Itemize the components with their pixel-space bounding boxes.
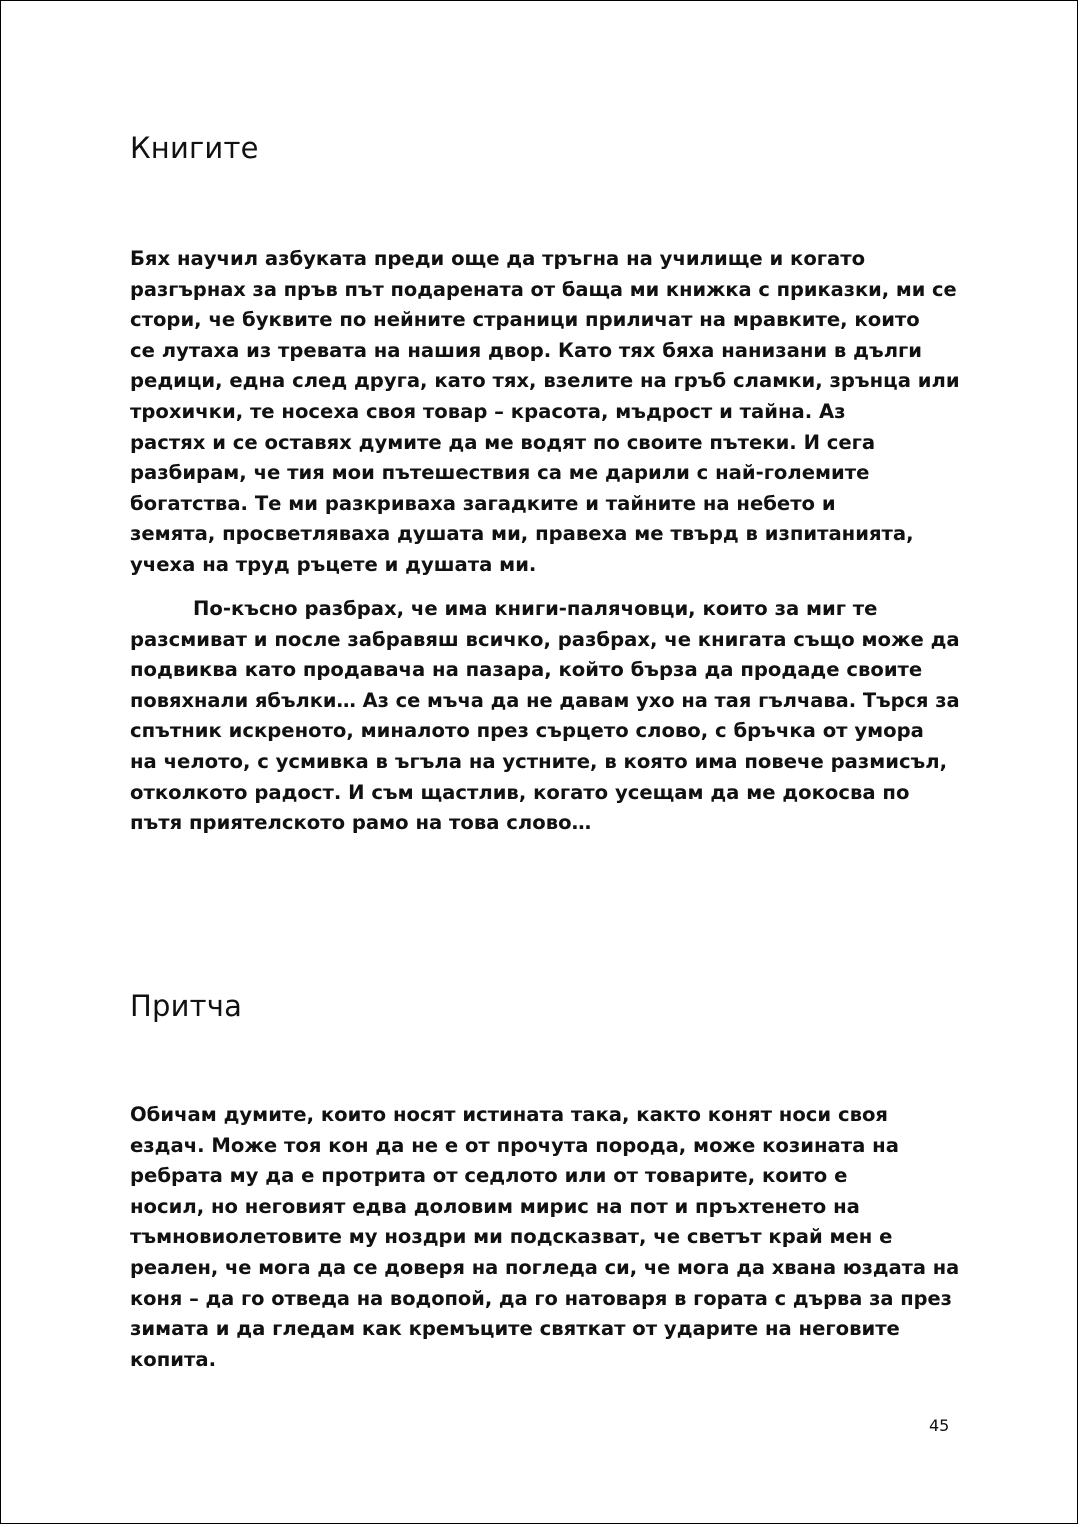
text-line: повяхнали ябълки… Аз се мъча да не давам ухо на тая гълчава. Търся за (130, 688, 960, 712)
text-line: разсмиват и после забравяш всичко, разбрах, че книгата също може да (130, 627, 960, 651)
text-line: редици, една след друга, като тях, взелите на гръб сламки, зрънца или (130, 369, 960, 393)
text-line: По-късно разбрах, че има книги-палячовци, които за миг те (193, 597, 878, 620)
text-line: разгърнах за пръв път подарената от баща ми книжка с приказки, ми се (130, 277, 957, 301)
text-line: зимата и да гледам как кремъците святкат от ударите на неговите (130, 1317, 900, 1341)
text-line: богатства. Те ми разкриваха загадките и тайните на небето и (130, 491, 836, 515)
text-line: на челото, с усмивка в ъгъла на устните, в която има повече размисъл, (130, 749, 948, 773)
page-number: 45 (929, 1416, 950, 1435)
text-line: реален, че мога да се доверя на погледа си, че мога да хвана юздата на (130, 1255, 960, 1279)
text-line: земята, просветляваха душата ми, правеха ме твърд в изпитанията, (130, 522, 914, 546)
text-line: подвиква като продавача на пазара, който бърза да продаде своите (130, 658, 923, 682)
paragraph-pritcha-1 (130, 1100, 960, 1375)
text-line: коня – да го отведа на водопой, да го натоваря в гората с дърва за през (130, 1286, 952, 1310)
text-line: Обичам думите, които носят истината така, както конят носи своя (130, 1103, 889, 1126)
paragraph-knigite-1 (130, 244, 960, 581)
text-line: се лутаха из тревата на нашия двор. Като тях бяха нанизани в дълги (130, 338, 923, 362)
section-title-knigite: Книгите (130, 131, 259, 165)
text-line: спътник искреното, миналото през сърцето слово, с бръчка от умора (130, 719, 924, 743)
text-line: ездач. Може тоя кон да не е от прочута порода, може козината на (130, 1133, 899, 1157)
text-line: ребрата му да е протрита от седлото или от товарите, които е (130, 1164, 848, 1188)
text-line: копита. (130, 1347, 217, 1371)
text-line: разбирам, че тия мои пътешествия са ме дарили с най-големите (130, 461, 870, 485)
text-line: пътя приятелското рамо на това слово… (130, 811, 592, 835)
text-line: стори, че буквите по нейните страници приличат на мравките, които (130, 308, 920, 332)
paragraph-knigite-2 (130, 594, 960, 839)
text-line: учеха на труд ръцете и душата ми. (130, 552, 537, 576)
text-line: носил, но неговият едва доловим мирис на пот и пръхтенето на (130, 1194, 860, 1218)
text-line: тъмновиолетовите му ноздри ми подсказват, че светът край мен е (130, 1225, 893, 1249)
text-line: отколкото радост. И съм щастлив, когато усещам да ме докосва по (130, 780, 910, 804)
text-line: растях и се оставях думите да ме водят по своите пътеки. И сега (130, 430, 876, 454)
text-line: Бях научил азбуката преди още да тръгна на училище и когато (130, 247, 866, 270)
section-title-pritcha: Притча (130, 989, 243, 1023)
text-line: трохички, те носеха своя товар – красота, мъдрост и тайна. Аз (130, 399, 846, 423)
